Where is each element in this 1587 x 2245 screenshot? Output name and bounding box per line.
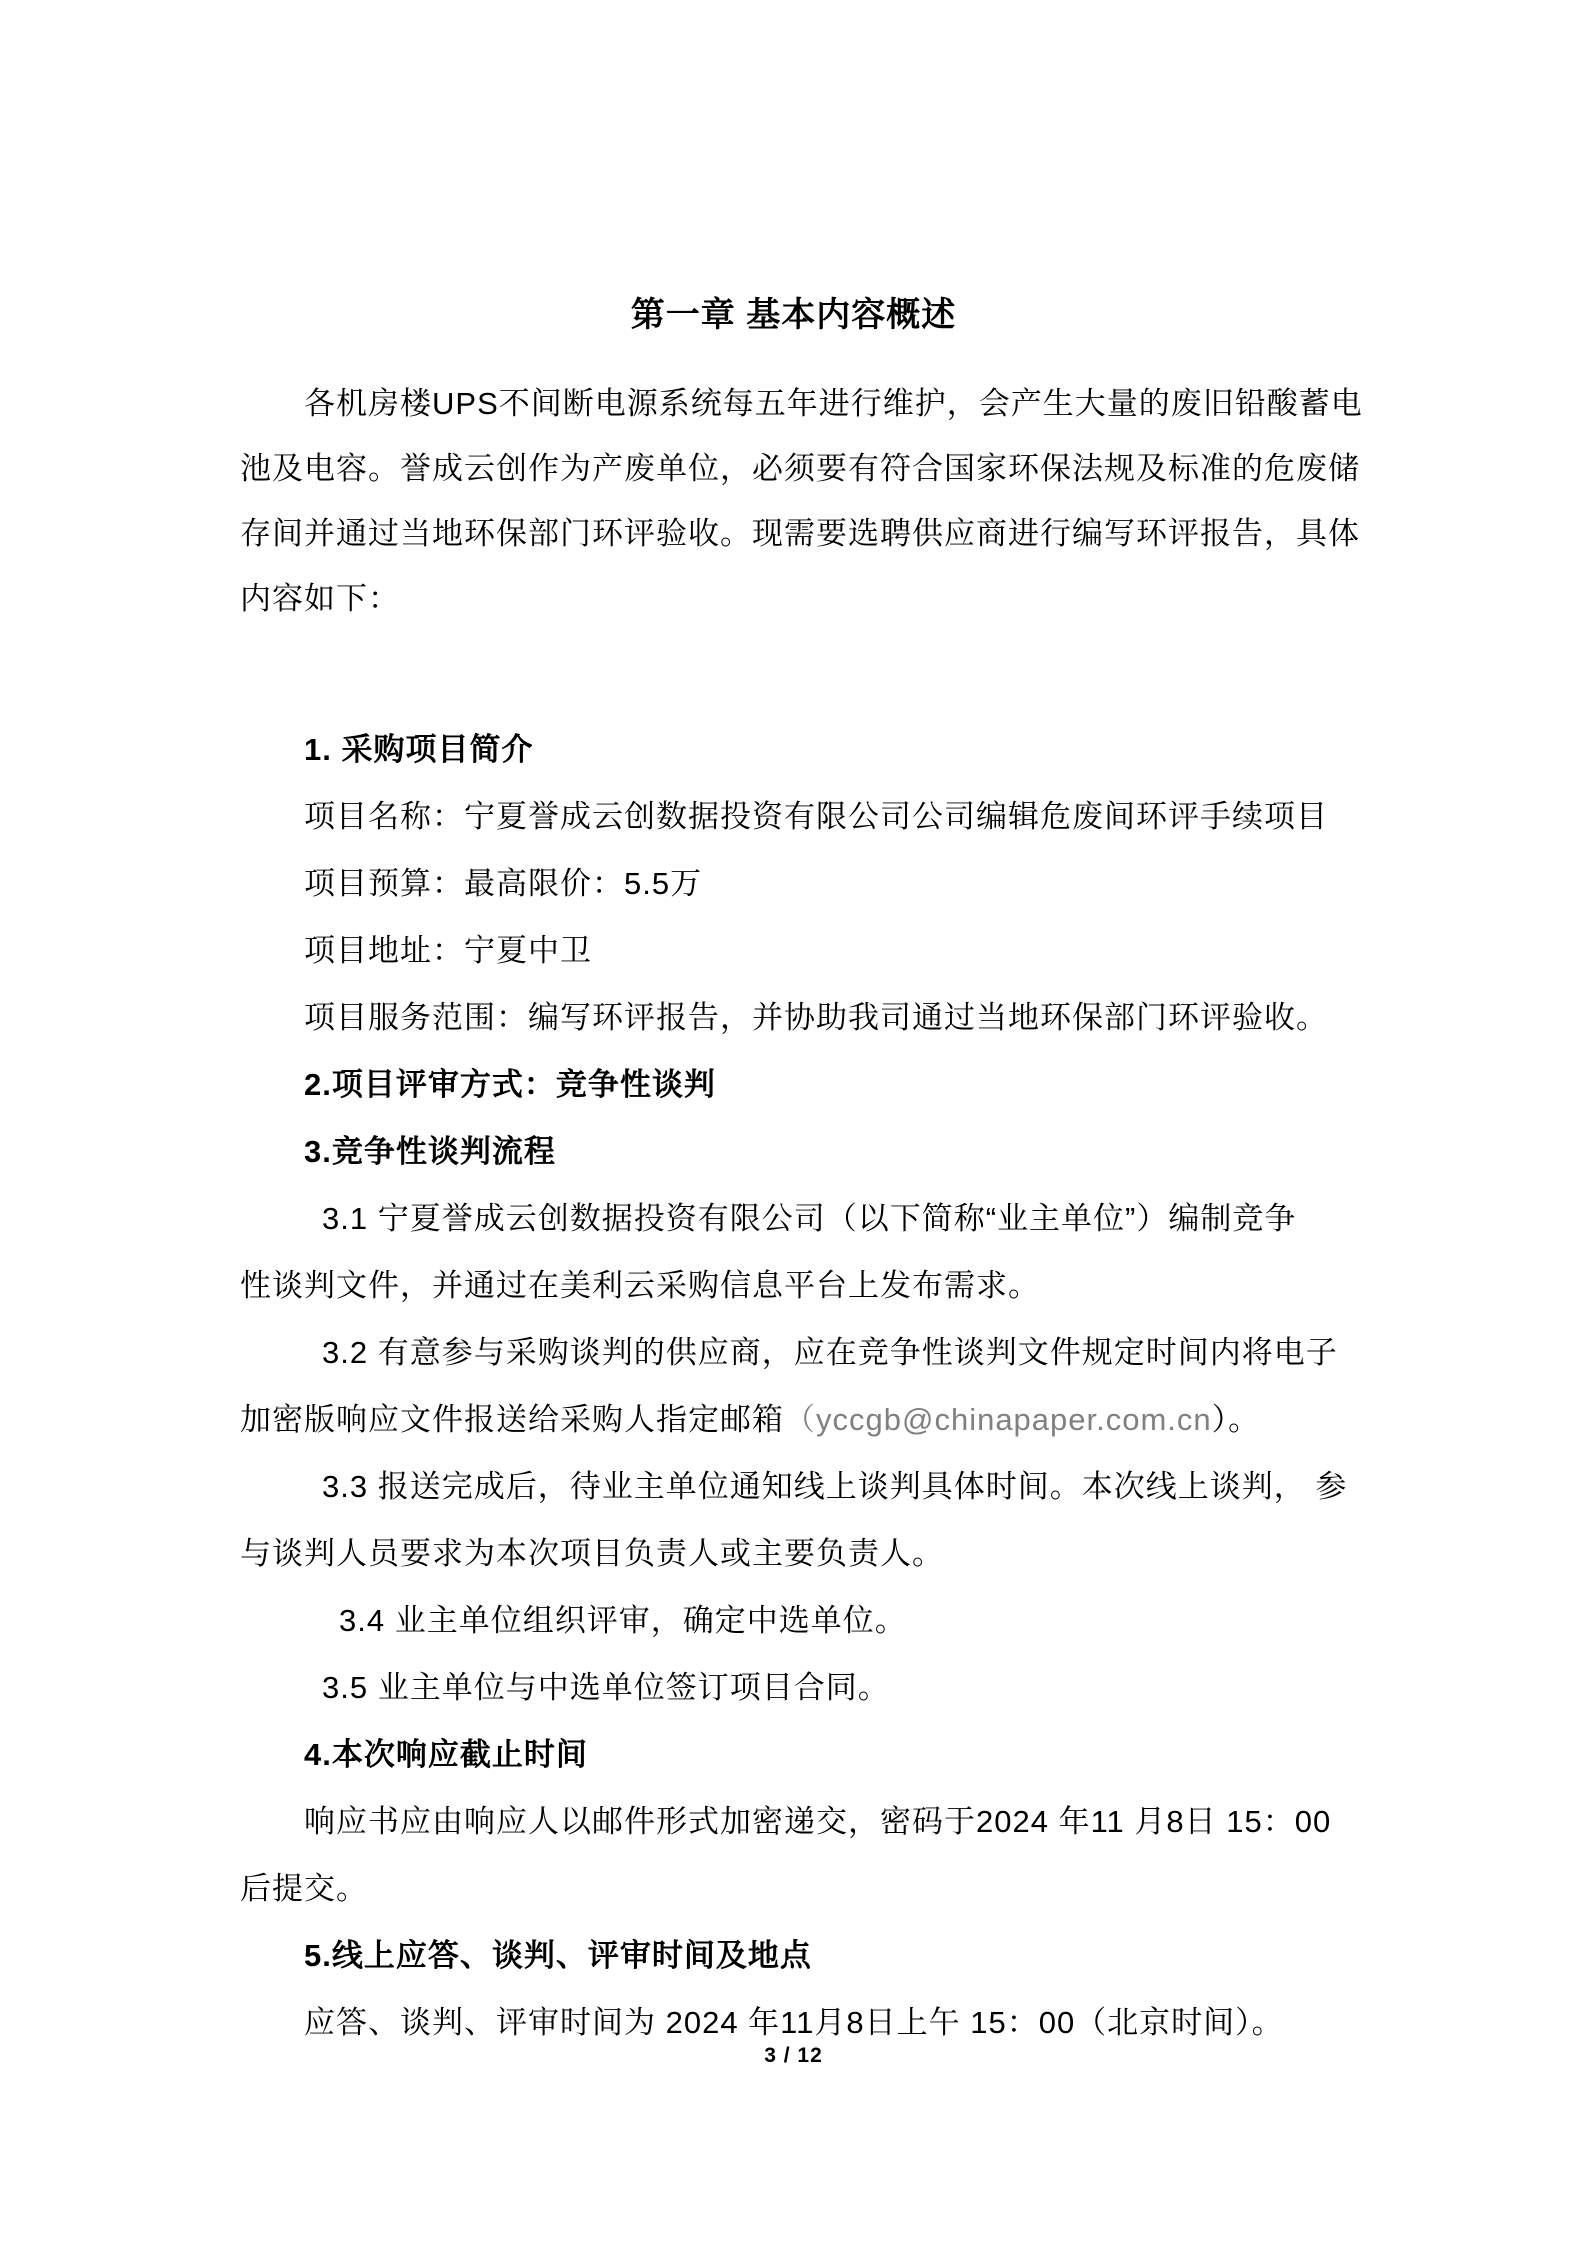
paragraph-line: 内容如下：	[240, 581, 400, 616]
email-line-suffix: ）。	[1211, 1402, 1261, 1437]
project-address-line: 项目地址：宁夏中卫	[304, 933, 592, 968]
deadline-line: 后提交。	[240, 1871, 368, 1906]
section-heading-4: 4.本次响应截止时间	[304, 1737, 588, 1772]
clause-3-1-line: 3.1 宁夏誉成云创数据投资有限公司（以下简称“业主单位”）编制竞争	[322, 1201, 1297, 1236]
clause-3-4-line: 3.4 业主单位组织评审，确定中选单位。	[339, 1603, 907, 1638]
project-budget-line: 项目预算：最高限价：5.5万	[304, 866, 703, 901]
intro-paragraph	[240, 371, 1370, 631]
clause-3-3-line: 与谈判人员要求为本次项目负责人或主要负责人。	[240, 1536, 944, 1571]
paragraph-line: 存间并通过当地环保部门环评验收。现需要选聘供应商进行编写环评报告，具体	[240, 516, 1360, 551]
clause-3-2-line	[240, 1386, 1370, 1453]
chapter-title: 第一章 基本内容概述	[630, 296, 957, 334]
clause-3-3-line: 3.3 报送完成后，待业主单位通知线上谈判具体时间。本次线上谈判， 参	[322, 1469, 1348, 1504]
email-line-prefix: 加密版响应文件报送给采购人指定邮箱	[240, 1402, 784, 1437]
clause-3-1-line: 性谈判文件，并通过在美利云采购信息平台上发布需求。	[240, 1268, 1040, 1303]
clause-3-5-line: 3.5 业主单位与中选单位签订项目合同。	[322, 1670, 890, 1705]
clause-3-2-line: 3.2 有意参与采购谈判的供应商，应在竞争性谈判文件规定时间内将电子	[322, 1335, 1338, 1370]
section-heading-1: 1. 采购项目简介	[304, 732, 534, 767]
project-name-line: 项目名称：宁夏誉成云创数据投资有限公司公司编辑危废间环评手续项目	[304, 799, 1328, 834]
email-link[interactable]: （yccgb@chinapaper.com.cn	[784, 1402, 1212, 1437]
paragraph-line: 各机房楼UPS不间断电源系统每五年进行维护，会产生大量的废旧铅酸蓄电	[304, 386, 1363, 421]
section-heading-5: 5.线上应答、谈判、评审时间及地点	[304, 1938, 812, 1973]
document-body	[240, 716, 1370, 2056]
paragraph-line: 池及电容。誉成云创作为产废单位，必须要有符合国家环保法规及标准的危废储	[240, 451, 1360, 486]
deadline-line: 响应书应由响应人以邮件形式加密递交，密码于2024 年11 月8日 15：00	[304, 1804, 1332, 1839]
section-heading-3: 3.竞争性谈判流程	[304, 1134, 556, 1169]
page-number: 3 / 12	[764, 2044, 823, 2067]
section-heading-2: 2.项目评审方式：竞争性谈判	[304, 1067, 716, 1102]
review-time-line: 应答、谈判、评审时间为 2024 年11月8日上午 15：00（北京时间）。	[304, 2005, 1284, 2040]
project-scope-line: 项目服务范围：编写环评报告，并协助我司通过当地环保部门环评验收。	[304, 1000, 1328, 1035]
